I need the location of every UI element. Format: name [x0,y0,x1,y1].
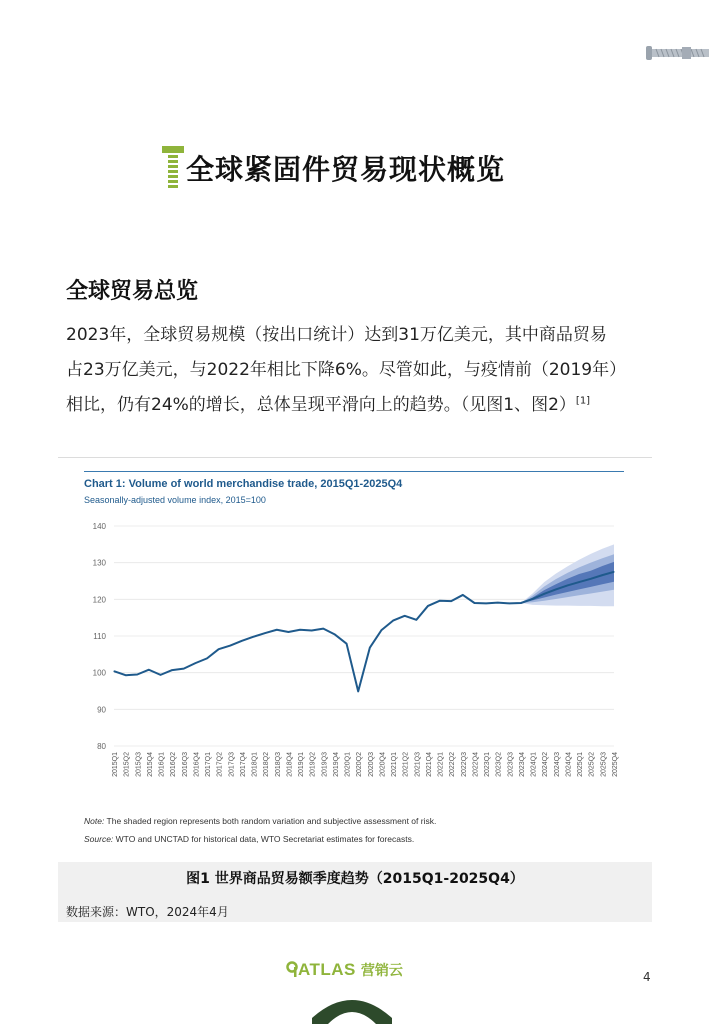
x-tick-label: 2017Q2 [216,752,224,777]
data-point [265,632,266,633]
data-point [195,663,196,664]
x-tick-label: 2022Q1 [437,752,445,777]
data-point [299,629,300,630]
x-tick-label: 2021Q1 [391,752,399,777]
data-point [183,668,184,669]
data-point [509,603,510,604]
data-point [485,603,486,604]
data-point [590,578,591,579]
x-tick-label: 2020Q2 [356,752,364,777]
y-tick-label: 80 [97,742,106,751]
source-note-text: WTO and UNCTAD for historical data, WTO Secretariat estimates for forecasts. [113,834,415,844]
paragraph-line-text: 相比，仍有24%的增长，总体呈现平滑向上的趋势。（见图1、图2） [66,395,576,415]
x-tick-label: 2015Q1 [112,752,119,777]
x-tick-label: 2016Q1 [158,752,166,777]
chart-title-rule [84,471,624,472]
figure-top-divider [58,457,652,458]
x-tick-label: 2024Q2 [542,752,550,777]
x-tick-label: 2016Q4 [193,752,201,777]
data-point [346,643,347,644]
x-tick-label: 2024Q1 [530,752,538,777]
data-point [520,602,521,603]
data-point [579,582,580,583]
data-point [544,593,545,594]
x-tick-label: 2023Q4 [518,752,526,777]
data-point [276,629,277,630]
data-point [253,636,254,637]
x-tick-label: 2025Q4 [612,752,619,777]
x-tick-label: 2022Q2 [449,752,457,777]
title-t-icon [162,146,184,190]
figure-caption: 图1 世界商品贸易额季度趋势（2015Q1-2025Q4） [186,871,524,887]
x-tick-label: 2015Q4 [146,752,154,777]
x-tick-label: 2020Q1 [344,752,352,777]
data-point [323,628,324,629]
source-label: Source: [84,834,114,844]
x-tick-label: 2023Q1 [484,752,492,777]
page-number: 4 [643,970,651,984]
line-chart [84,516,624,806]
data-point [532,598,533,599]
data-point [137,674,138,675]
x-tick-label: 2018Q2 [263,752,271,777]
footer-arch-decoration [312,996,392,1024]
data-point [392,620,393,621]
x-tick-label: 2025Q2 [588,752,596,777]
data-point [404,615,405,616]
atlas-logo [286,960,403,980]
figure-source: 数据来源：WTO，2024年4月 [66,905,229,919]
data-point [230,645,231,646]
x-tick-label: 2017Q3 [228,752,236,777]
y-tick-label: 100 [92,668,106,678]
x-tick-label: 2021Q4 [425,752,433,777]
data-point [474,602,475,603]
x-tick-label: 2020Q4 [379,752,387,777]
section-heading: 全球贸易总览 [66,279,199,304]
page-title: 全球紧固件贸易现状概览 [186,153,506,186]
y-tick-label: 130 [92,558,106,568]
data-point [602,575,603,576]
note-label: Note: [84,816,105,826]
x-tick-label: 2024Q4 [565,752,573,777]
x-tick-label: 2017Q1 [205,752,213,777]
x-tick-label: 2019Q2 [309,752,317,777]
logo-text: ATLAS [298,960,356,979]
logo-mark-icon [286,961,298,979]
x-tick-label: 2018Q4 [286,752,294,777]
note-text: The shaded region represents both random variation and subjective assessment of risk. [104,816,437,826]
data-point [358,691,359,692]
x-tick-label: 2019Q4 [332,752,340,777]
x-tick-label: 2025Q3 [600,752,608,777]
x-tick-label: 2018Q1 [251,752,259,777]
x-tick-label: 2016Q3 [181,752,189,777]
x-tick-label: 2023Q2 [495,752,503,777]
y-tick-label: 110 [93,632,106,641]
data-point [613,571,614,572]
y-tick-label: 120 [92,595,106,605]
data-point [381,630,382,631]
data-point [427,605,428,606]
x-tick-label: 2018Q3 [274,752,282,777]
data-point [567,585,568,586]
reference-link[interactable]: [1] [575,395,591,407]
chart-source-note [84,834,414,844]
figure-caption-box [58,862,652,922]
page-title-group [162,146,505,190]
paragraph-line: 2023年，全球贸易规模（按出口统计）达到31万亿美元，其中商品贸易 [66,325,607,345]
y-tick-label: 90 [97,705,106,715]
x-tick-label: 2024Q3 [553,752,561,777]
data-point [451,601,452,602]
x-tick-label: 2017Q4 [239,752,247,777]
data-point [125,675,126,676]
data-point [148,669,149,670]
x-tick-label: 2022Q3 [460,752,468,777]
section-paragraph [66,318,656,423]
data-point [369,647,370,648]
data-point [113,671,114,672]
data-point [334,634,335,635]
data-point [241,640,242,641]
bolt-illustration [646,44,709,62]
data-point [462,594,463,595]
x-tick-label: 2021Q3 [414,752,422,777]
data-point [439,600,440,601]
data-point [288,631,289,632]
x-tick-label: 2015Q2 [123,752,131,777]
chart-note [84,816,436,826]
data-point [555,589,556,590]
data-point [172,670,173,671]
x-tick-label: 2021Q2 [402,752,410,777]
y-tick-label: 140 [92,522,106,531]
x-tick-label: 2020Q3 [367,752,375,777]
chart-title: Chart 1: Volume of world merchandise trade, 2015Q1-2025Q4 [84,478,403,490]
data-point [416,619,417,620]
x-tick-label: 2023Q3 [507,752,515,777]
data-point [160,674,161,675]
data-point [218,649,219,650]
data-point [311,630,312,631]
x-tick-label: 2016Q2 [170,752,178,777]
data-point [206,658,207,659]
x-tick-label: 2025Q1 [577,752,585,777]
data-point [497,602,498,603]
x-tick-label: 2019Q1 [298,752,306,777]
paragraph-line [66,388,656,423]
paragraph-line: 占23万亿美元，与2022年相比下降6%。尽管如此，与疫情前（2019年） [66,360,627,380]
logo-cn-text: 营销云 [360,963,403,979]
x-tick-label: 2022Q4 [472,752,480,777]
chart-subtitle: Seasonally-adjusted volume index, 2015=100 [84,495,266,505]
x-tick-label: 2019Q3 [321,752,329,777]
x-tick-label: 2015Q3 [135,752,143,777]
